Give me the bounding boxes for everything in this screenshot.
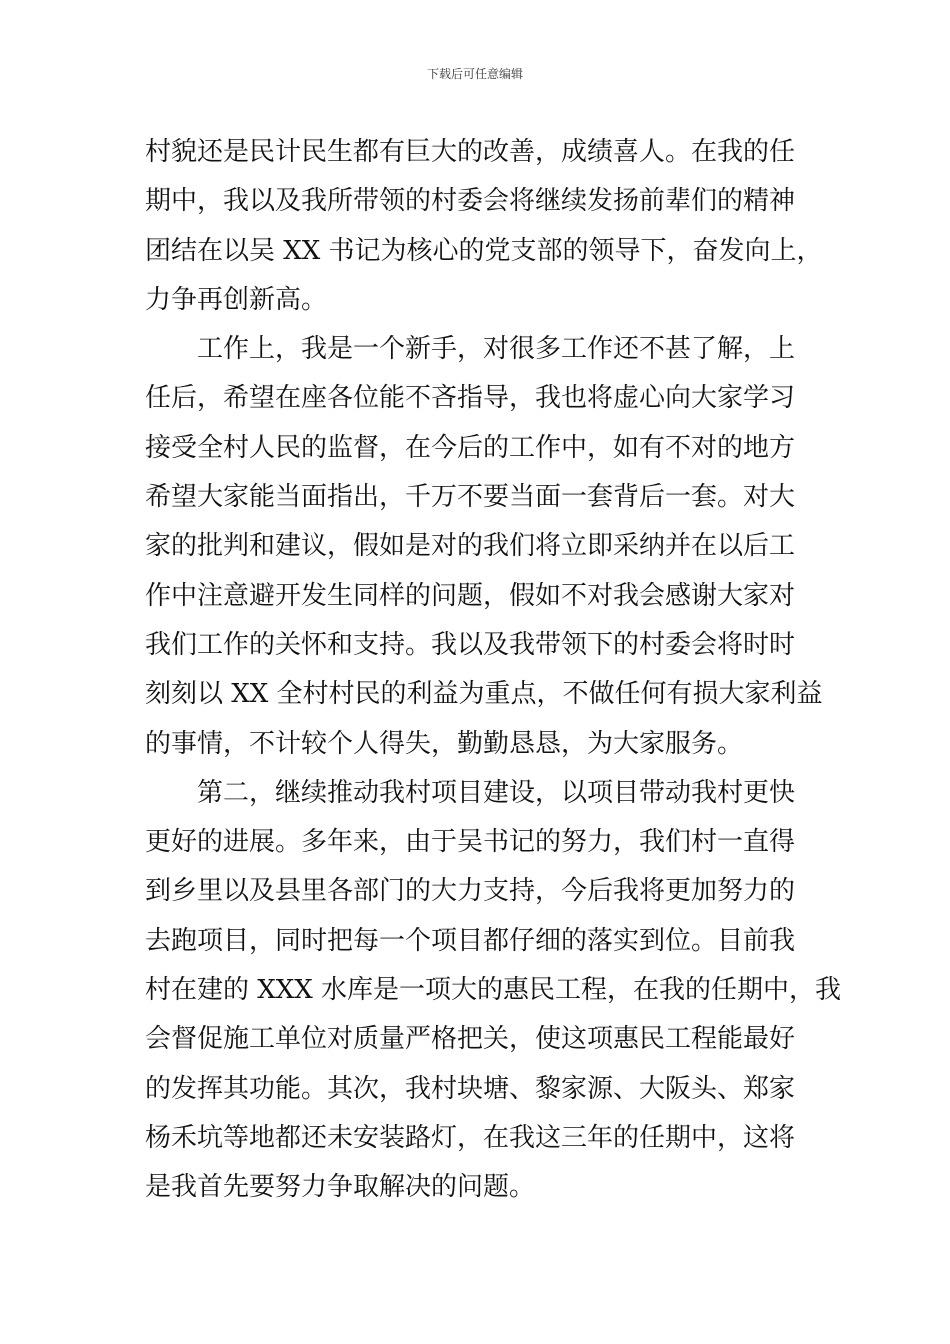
text-line: 接受全村人民的监督，在今后的工作中，如有不对的地方 xyxy=(145,432,796,463)
text-line: 期中，我以及我所带领的村委会将继续发扬前辈们的精神 xyxy=(145,186,796,217)
document-body xyxy=(145,128,842,1213)
text-line: 是我首先要努力争取解决的问题。 xyxy=(145,1172,536,1203)
text-line: 刻刻以 XX 全村村民的利益为重点，不做任何有损大家利益 xyxy=(145,679,823,710)
text-line: 的发挥其功能。其次，我村块塘、黎家源、大阪头、郑家 xyxy=(145,1073,796,1104)
text-line: 家的批判和建议，假如是对的我们将立即采纳并在以后工 xyxy=(145,531,796,562)
text-line: 任后，希望在座各位能不吝指导，我也将虚心向大家学习 xyxy=(145,383,796,414)
text-line: 希望大家能当面指出，千万不要当面一套背后一套。对大 xyxy=(145,482,796,513)
text-line: 去跑项目，同时把每一个项目都仔细的落实到位。目前我 xyxy=(145,925,796,956)
text-line: 的事情，不计较个人得失，勤勤恳恳，为大家服务。 xyxy=(145,728,744,759)
text-line: 会督促施工单位对质量严格把关，使这项惠民工程能最好 xyxy=(145,1024,796,1055)
text-line: 我们工作的关怀和支持。我以及我带领下的村委会将时时 xyxy=(145,629,796,660)
text-line: 到乡里以及县里各部门的大力支持，今后我将更加努力的 xyxy=(145,876,796,907)
text-line: 村在建的 XXX 水库是一项大的惠民工程，在我的任期中，我 xyxy=(145,975,842,1006)
text-line: 村貌还是民计民生都有巨大的改善，成绩喜人。在我的任 xyxy=(145,137,796,167)
text-line: 第二，继续推动我村项目建设，以项目带动我村更快 xyxy=(197,777,796,808)
page-header: 下载后可任意编辑 xyxy=(426,67,523,81)
text-line: 杨禾坑等地都还未安装路灯，在我这三年的任期中，这将 xyxy=(145,1122,796,1153)
text-line: 更好的进展。多年来，由于吴书记的努力，我们村一直得 xyxy=(145,827,796,858)
text-line: 团结在以吴 XX 书记为核心的党支部的领导下，奋发向上， xyxy=(145,235,823,266)
text-line: 作中注意避开发生同样的问题，假如不对我会感谢大家对 xyxy=(145,580,796,611)
text-line: 工作上，我是一个新手，对很多工作还不甚了解，上 xyxy=(197,334,796,365)
text-line: 力争再创新高。 xyxy=(145,284,328,315)
